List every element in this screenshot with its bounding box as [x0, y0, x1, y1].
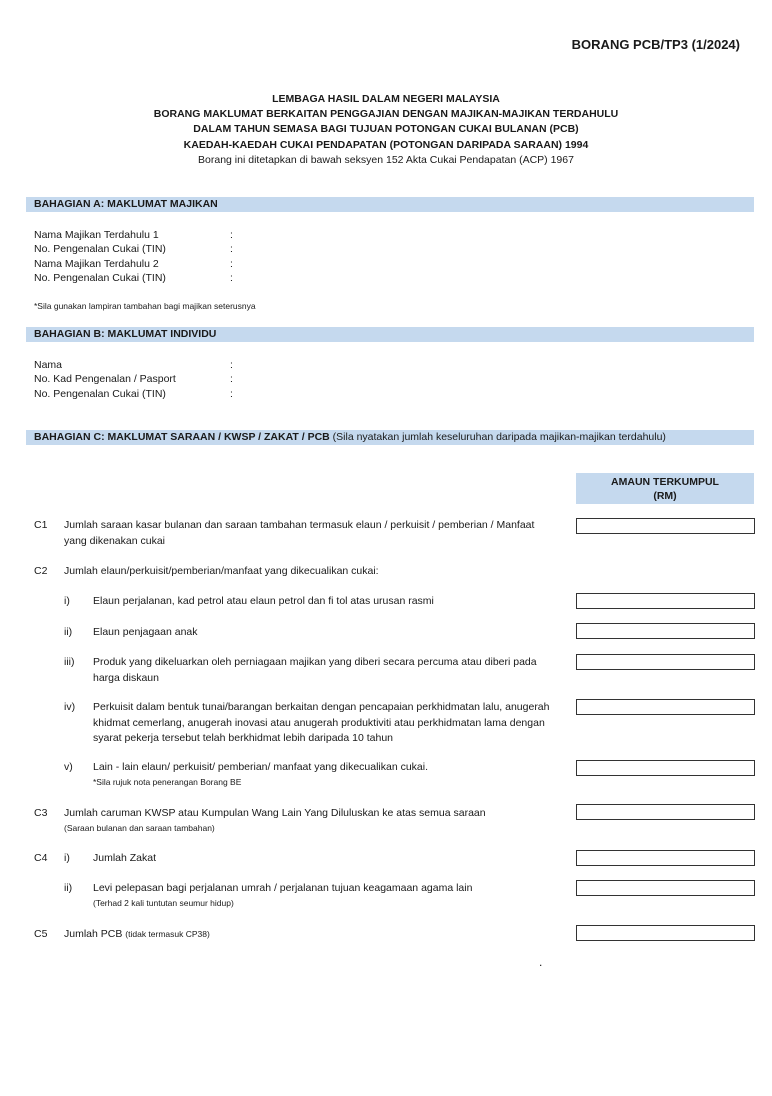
header-rules: KAEDAH-KAEDAH CUKAI PENDAPATAN (POTONGAN DARIPADA SARAAN) 1994 [183, 139, 589, 151]
c2-ii-number: ii) [64, 626, 73, 638]
section-a-note: *Sila gunakan lampiran tambahan bagi majikan seterusnya [34, 301, 256, 311]
c2-v-amount-input[interactable] [576, 760, 755, 776]
c3-amount-input[interactable] [576, 804, 755, 820]
section-c-title [34, 430, 666, 445]
c2-iii-amount-input[interactable] [576, 654, 755, 670]
section-a-title: BAHAGIAN A: MAKLUMAT MAJIKAN [34, 198, 218, 210]
c2-iv-amount-input[interactable] [576, 699, 755, 715]
section-b-header [26, 327, 754, 342]
section-c-header [26, 430, 754, 445]
c2-v-block [93, 760, 563, 789]
field-label-ic-passport: No. Kad Pengenalan / Pasport [34, 373, 176, 385]
c2-v-note: *Sila rujuk nota penerangan Borang BE [93, 776, 242, 787]
amount-column-unit: (RM) [653, 490, 677, 502]
c2-code: C2 [34, 565, 48, 577]
section-c-title-text: BAHAGIAN C: MAKLUMAT SARAAN / KWSP / ZAKAT / PCB [34, 431, 330, 443]
c2-v-number: v) [64, 761, 73, 773]
c2-v-text: Lain - lain elaun/ perkuisit/ pemberian/ manfaat yang dikecualikan cukai. [93, 761, 429, 773]
c4-ii-number: ii) [64, 882, 73, 894]
c5-code: C5 [34, 928, 48, 940]
c4-ii-block [93, 881, 563, 910]
c3-code: C3 [34, 807, 48, 819]
field-label-tin: No. Pengenalan Cukai (TIN) [34, 388, 166, 400]
c2-ii-amount-input[interactable] [576, 623, 755, 639]
c4-i-number: i) [64, 852, 70, 864]
footer-mark: . [539, 955, 543, 969]
c3-block [64, 806, 544, 835]
header-form-purpose: DALAM TAHUN SEMASA BAGI TUJUAN POTONGAN CUKAI BULANAN (PCB) [193, 123, 579, 135]
c5-note: (tidak termasuk CP38) [125, 929, 210, 939]
section-a-header [26, 197, 754, 212]
c4-code: C4 [34, 852, 48, 864]
c2-i-number: i) [64, 595, 70, 607]
form-code: BORANG PCB/TP3 (1/2024) [571, 37, 740, 52]
c5-text: Jumlah PCB [64, 928, 123, 940]
field-label-tin-2: No. Pengenalan Cukai (TIN) [34, 272, 166, 284]
amount-column-header [576, 473, 754, 504]
header-agency: LEMBAGA HASIL DALAM NEGERI MALAYSIA [272, 93, 500, 105]
field-label-name: Nama [34, 359, 63, 371]
c2-i-text: Elaun perjalanan, kad petrol atau elaun petrol dan fi tol atas urusan rasmi [93, 595, 434, 607]
c2-ii-text: Elaun penjagaan anak [93, 626, 198, 638]
field-label-employer-2: Nama Majikan Terdahulu 2 [34, 258, 159, 270]
field-colon: : [230, 388, 233, 400]
field-label-tin-1: No. Pengenalan Cukai (TIN) [34, 243, 166, 255]
c4-ii-amount-input[interactable] [576, 880, 755, 896]
c4-ii-text: Levi pelepasan bagi perjalanan umrah / perjalanan tujuan keagamaan agama lain [93, 882, 473, 894]
c2-text: Jumlah elaun/perkuisit/pemberian/manfaat yang dikecualikan cukai: [64, 565, 379, 577]
c2-iv-text: Perkuisit dalam bentuk tunai/barangan berkaitan dengan pencapaian perkhidmatan lalu, anugerah khidmat cemerlang, anugerah inovasi atau anugerah produktiviti atau perkhidmatan lama dengan syarat pekerja tersebut telah berkhidmat lebih daripada 10 tahun [93, 701, 550, 744]
c3-text: Jumlah caruman KWSP atau Kumpulan Wang Lain Yang Diluluskan ke atas semua saraan [64, 807, 486, 819]
field-colon: : [230, 258, 233, 270]
field-label-employer-1: Nama Majikan Terdahulu 1 [34, 229, 159, 241]
amount-column-title: AMAUN TERKUMPUL [611, 476, 719, 488]
section-c-title-note: (Sila nyatakan jumlah keseluruhan daripada majikan-majikan terdahulu) [332, 431, 666, 443]
field-colon: : [230, 243, 233, 255]
header-form-title: BORANG MAKLUMAT BERKAITAN PENGGAJIAN DENGAN MAJIKAN-MAJIKAN TERDAHULU [153, 108, 619, 120]
header-legal-basis: Borang ini ditetapkan di bawah seksyen 152 Akta Cukai Pendapatan (ACP) 1967 [198, 154, 574, 166]
c2-iii-number: iii) [64, 656, 75, 668]
field-colon: : [230, 229, 233, 241]
field-colon: : [230, 373, 233, 385]
c1-text: Jumlah saraan kasar bulanan dan saraan tambahan termasuk elaun / perkuisit / pemberian / Manfaat yang dikenakan cukai [64, 519, 535, 547]
c1-amount-input[interactable] [576, 518, 755, 534]
section-b-title: BAHAGIAN B: MAKLUMAT INDIVIDU [34, 328, 217, 340]
c4-i-text: Jumlah Zakat [93, 852, 157, 864]
field-colon: : [230, 359, 233, 371]
c2-iv-number: iv) [64, 701, 76, 713]
c4-i-amount-input[interactable] [576, 850, 755, 866]
c2-i-amount-input[interactable] [576, 593, 755, 609]
c5-amount-input[interactable] [576, 925, 755, 941]
c4-ii-note: (Terhad 2 kali tuntutan seumur hidup) [93, 897, 234, 908]
c5-block [64, 927, 544, 943]
c3-note: (Saraan bulanan dan saraan tambahan) [64, 822, 215, 833]
c1-code: C1 [34, 519, 48, 531]
c2-iii-text: Produk yang dikeluarkan oleh perniagaan majikan yang diberi secara percuma atau diberi pada harga diskaun [93, 656, 537, 684]
field-colon: : [230, 272, 233, 284]
